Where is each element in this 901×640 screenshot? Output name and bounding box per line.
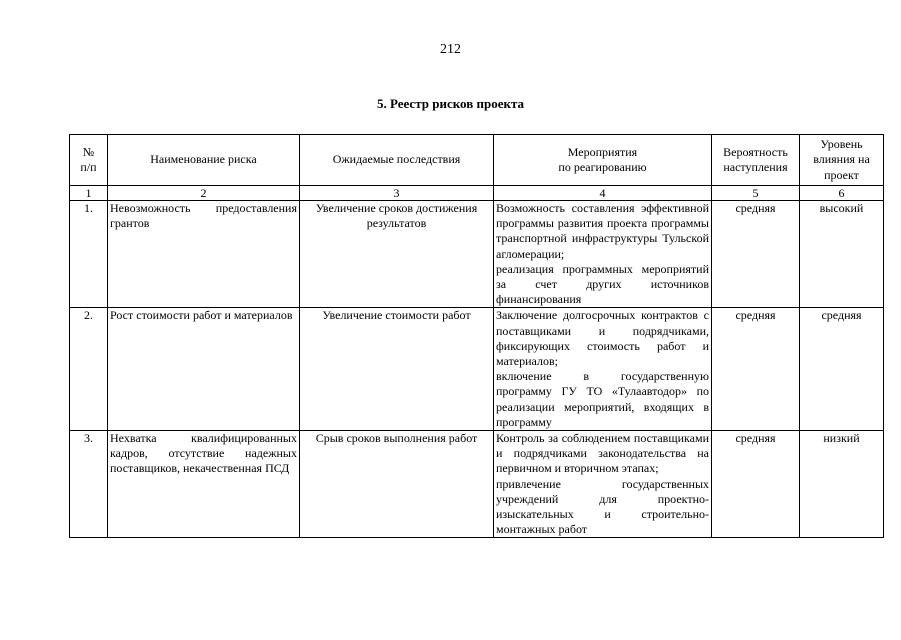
header-probability: Вероятность наступления (712, 135, 800, 186)
measure-item: Возможность составления эффективной программы развития проекта программы транспортной инфраструктуры Тульской агломерации; (496, 201, 709, 261)
measure-item: включение в государственную программу ГУ ТО «Тулаавтодор» по реализации мероприятий, входящих в программу (496, 369, 709, 429)
risk-register-table (69, 134, 884, 538)
page-number: 212 (440, 42, 461, 57)
risk-probability: средняя (712, 308, 800, 431)
column-number: 4 (494, 186, 712, 201)
header-risk-name: Наименование риска (108, 135, 300, 186)
column-number: 5 (712, 186, 800, 201)
row-number: 1. (70, 201, 108, 308)
risk-name: Нехватка квалифицированных кадров, отсутствие надежных поставщиков, некачественная ПСД (108, 431, 300, 538)
column-number: 1 (70, 186, 108, 201)
row-number: 2. (70, 308, 108, 431)
table-row (70, 431, 884, 538)
column-number-row (70, 186, 884, 201)
risk-name: Невозможность предоставления грантов (108, 201, 300, 308)
risk-probability: средняя (712, 431, 800, 538)
header-number: № п/п (70, 135, 108, 186)
risk-measures (494, 431, 712, 538)
header-measures: Мероприятия по реагированию (494, 135, 712, 186)
row-number: 3. (70, 431, 108, 538)
column-number: 3 (300, 186, 494, 201)
risk-probability: средняя (712, 201, 800, 308)
table-header-row (70, 135, 884, 186)
risk-impact: средняя (800, 308, 884, 431)
measure-item: Контроль за соблюдением поставщиками и подрядчиками законодательства на первичном и вторичном этапах; (496, 431, 709, 476)
risk-consequence: Увеличение стоимости работ (300, 308, 494, 431)
table-row (70, 201, 884, 308)
measure-item: Заключение долгосрочных контрактов с поставщиками и подрядчиками, фиксирующих стоимость работ и материалов; (496, 308, 709, 369)
table-row (70, 308, 884, 431)
header-impact: Уровень влияния на проект (800, 135, 884, 186)
document-title: 5. Реестр рисков проекта (376, 96, 525, 111)
header-consequences: Ожидаемые последствия (300, 135, 494, 186)
risk-impact: высокий (800, 201, 884, 308)
risk-measures (494, 308, 712, 431)
column-number: 6 (800, 186, 884, 201)
risk-consequence: Срыв сроков выполнения работ (300, 431, 494, 538)
measure-item: реализация программных мероприятий за счет других источников финансирования (496, 261, 709, 307)
risk-consequence: Увеличение сроков достижения результатов (300, 201, 494, 308)
measure-item: привлечение государственных учреждений для проектно-изыскательных и строительно-монтажных работ (496, 476, 709, 537)
risk-impact: низкий (800, 431, 884, 538)
risk-measures (494, 201, 712, 308)
risk-name: Рост стоимости работ и материалов (108, 308, 300, 431)
column-number: 2 (108, 186, 300, 201)
